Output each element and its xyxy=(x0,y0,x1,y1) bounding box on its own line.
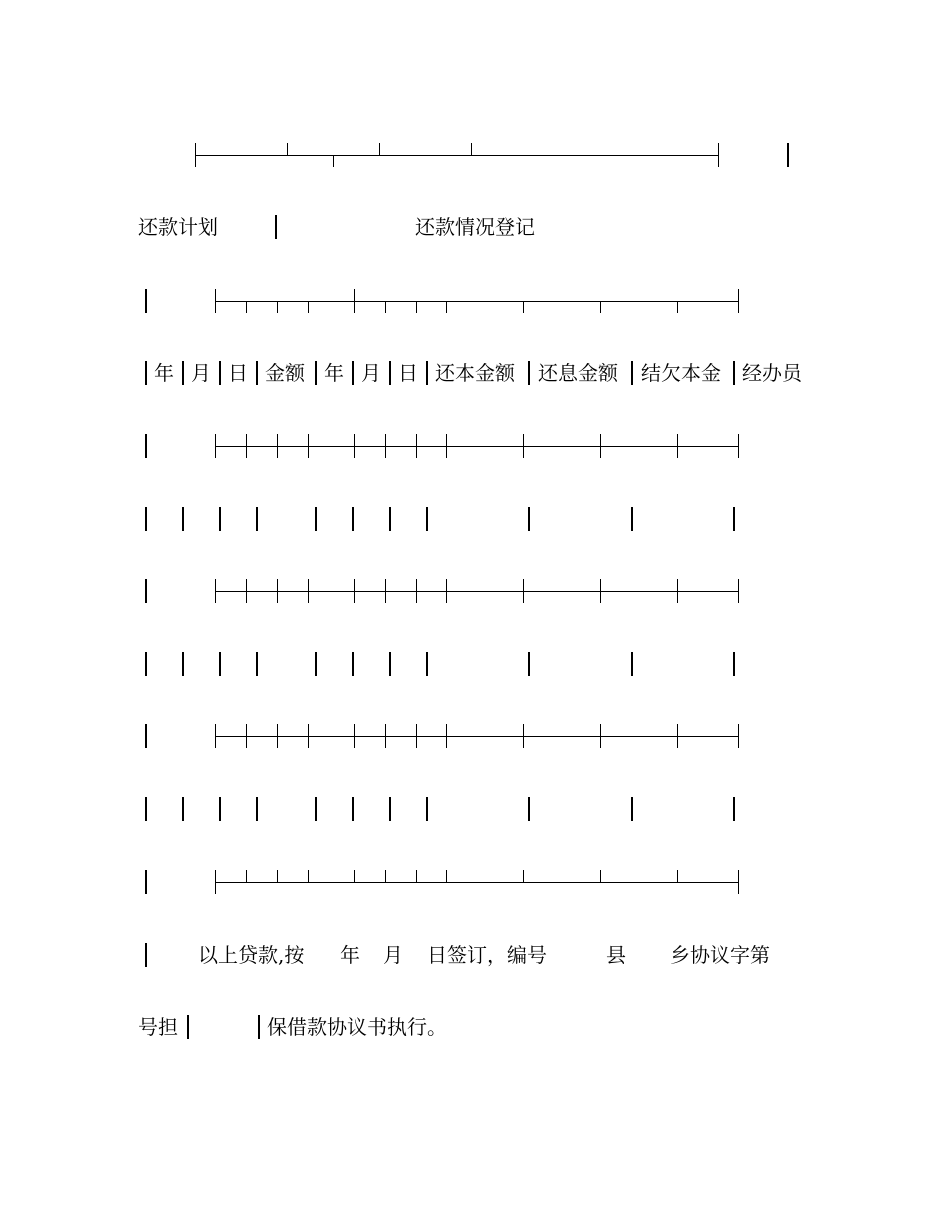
footer-text-1: 以上贷款,按 xyxy=(198,943,305,967)
footer-month: 月 xyxy=(383,943,403,967)
col-repay-day: 日 xyxy=(398,361,418,385)
col-interest-repaid: 还息金额 xyxy=(538,361,618,385)
col-repay-month: 月 xyxy=(361,361,381,385)
col-principal-repaid: 还本金额 xyxy=(435,361,515,385)
col-plan-year: 年 xyxy=(154,361,174,385)
heading-divider xyxy=(275,215,277,239)
col-handler: 经办员 xyxy=(742,361,802,385)
col-principal-owed: 结欠本金 xyxy=(641,361,721,385)
footer-year: 年 xyxy=(340,943,360,967)
col-repay-year: 年 xyxy=(324,361,344,385)
footer-day: 日签订，编号 xyxy=(427,943,547,967)
footer-text-2: 乡协议字第 xyxy=(670,943,770,967)
col-plan-day: 日 xyxy=(228,361,248,385)
footer-text-3: 号担 xyxy=(138,1015,178,1039)
col-plan-amount: 金额 xyxy=(265,361,305,385)
footer-county: 县 xyxy=(606,943,626,967)
footer-text-4: 保借款协议书执行。 xyxy=(267,1015,447,1039)
col-plan-month: 月 xyxy=(191,361,211,385)
plan-heading: 还款计划 xyxy=(138,215,218,239)
record-heading: 还款情况登记 xyxy=(415,215,535,239)
